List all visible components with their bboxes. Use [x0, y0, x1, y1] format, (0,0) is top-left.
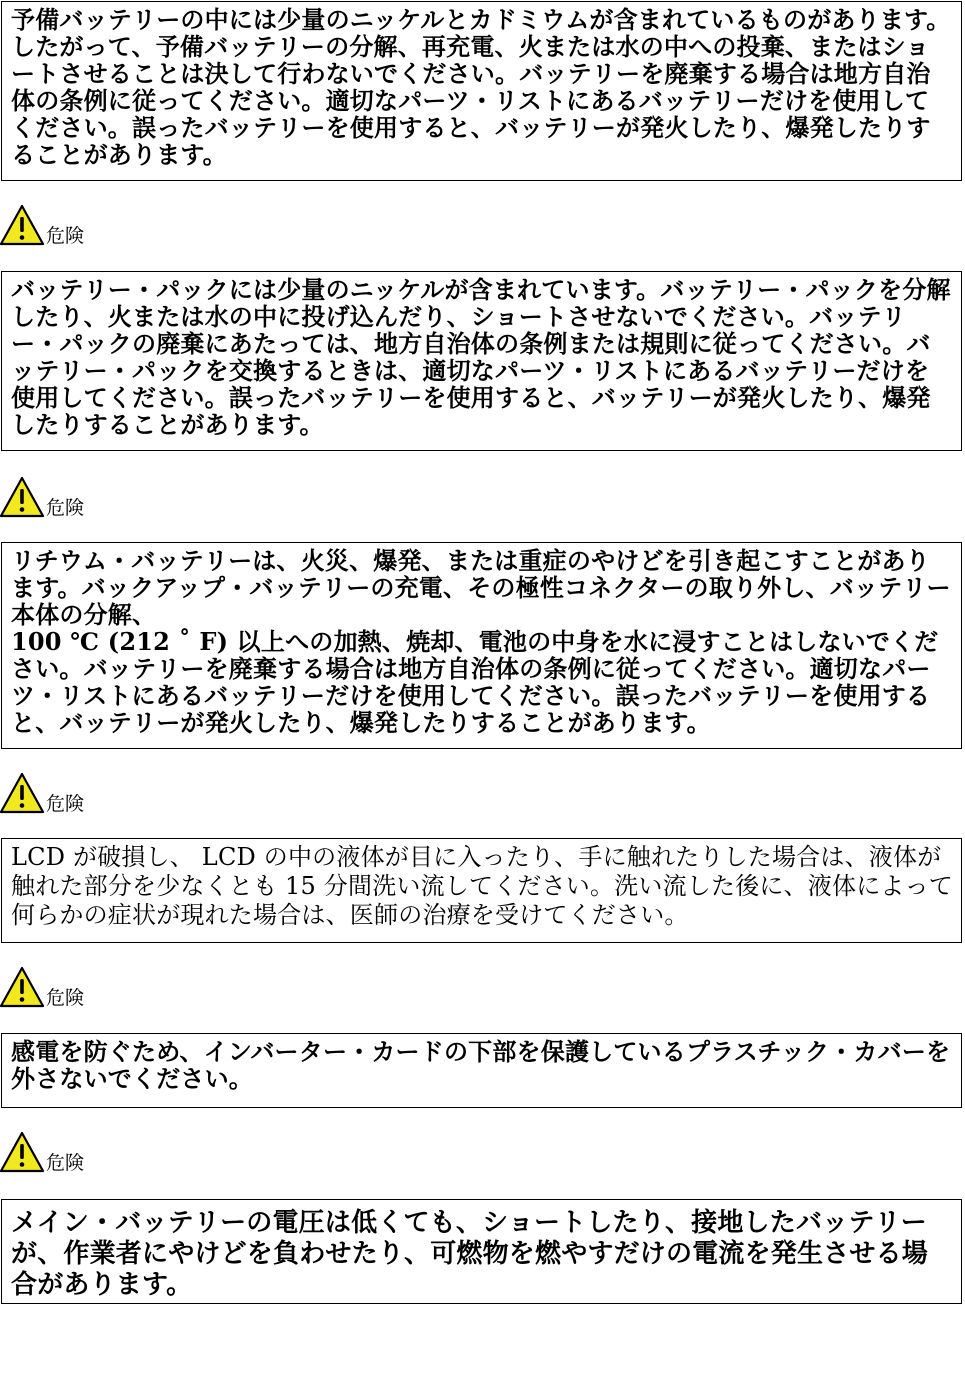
danger-label: 危険 — [46, 793, 85, 815]
danger-label: 危険 — [46, 225, 85, 247]
notice-text: メイン・バッテリーの電圧は低くても、ショートしたり、接地したバッテリーが、作業者にやけどを負わせたり、可燃物を燃やすだけの電流を発生させる場合があります。 — [11, 1208, 929, 1300]
danger-label: 危険 — [46, 497, 85, 519]
danger-heading — [0, 204, 120, 248]
danger-heading — [0, 1131, 120, 1175]
notice-text: バッテリー・パックには少量のニッケルが含まれています。バッテリー・パックを分解したり、火または水の中に投げ込んだり、ショートさせないでください。バッテリー・パックの廃棄にあたっては、地方自治体の条例または規則に従ってください。バッテリー・パックを交換するときは、適切なパーツ・リストにあるバッテリーだけを使用してください。誤ったバッテリーを使用すると、バッテリーが発火したり、爆発したりすることがあります。 — [11, 275, 951, 439]
warning-triangle-icon — [0, 204, 46, 246]
notice-box-1 — [1, 1, 962, 181]
notice-text-line-2: 100 ℃ (212 ˚ F) 以上への加熱、焼却、電池の中身を水に浸すことはしないでください。バッテリーを廃棄する場合は地方自治体の条例に従ってください。適切なパーツ・リストにあるバッテリーだけを使用してください。誤ったバッテリーを使用すると、バッテリーが発火したり、爆発したりすることがあります。 — [11, 627, 939, 737]
warning-triangle-icon — [0, 476, 46, 518]
notice-text: 感電を防ぐため、インバーター・カードの下部を保護しているプラスチック・カバーを外さないでください。 — [11, 1037, 951, 1093]
danger-label: 危険 — [46, 987, 85, 1009]
notice-text-line-1: リチウム・バッテリーは、火災、爆発、または重症のやけどを引き起こすことがあります。バックアップ・バッテリーの充電、その極性コネクターの取り外し、バッテリー本体の分解、 — [11, 546, 951, 629]
notice-box-2 — [1, 271, 962, 451]
danger-heading — [0, 476, 120, 520]
notice-text: LCD が破損し、 LCD の中の液体が目に入ったり、手に触れたりした場合は、液体が触れた部分を少なくとも 15 分間洗い流してください。洗い流した後に、液体によって何らかの症状が現れた場合は、医師の治療を受けてください。 — [11, 843, 953, 929]
notice-box-6 — [1, 1199, 962, 1304]
danger-heading — [0, 966, 120, 1010]
danger-label: 危険 — [46, 1152, 85, 1174]
warning-triangle-icon — [0, 1131, 46, 1173]
notice-box-4 — [1, 838, 962, 943]
warning-triangle-icon — [0, 772, 46, 814]
notice-box-3 — [1, 542, 962, 749]
danger-heading — [0, 772, 120, 816]
notice-box-5 — [1, 1033, 962, 1108]
notice-text: 予備バッテリーの中には少量のニッケルとカドミウムが含まれているものがあります。したがって、予備バッテリーの分解、再充電、火または水の中への投棄、またはショートさせることは決して行わないでください。バッテリーを廃棄する場合は地方自治体の条例に従ってください。適切なパーツ・リストにあるバッテリーだけを使用してください。誤ったバッテリーを使用すると、バッテリーが発火したり、爆発したりすることがあります。 — [11, 5, 951, 169]
warning-triangle-icon — [0, 966, 46, 1008]
